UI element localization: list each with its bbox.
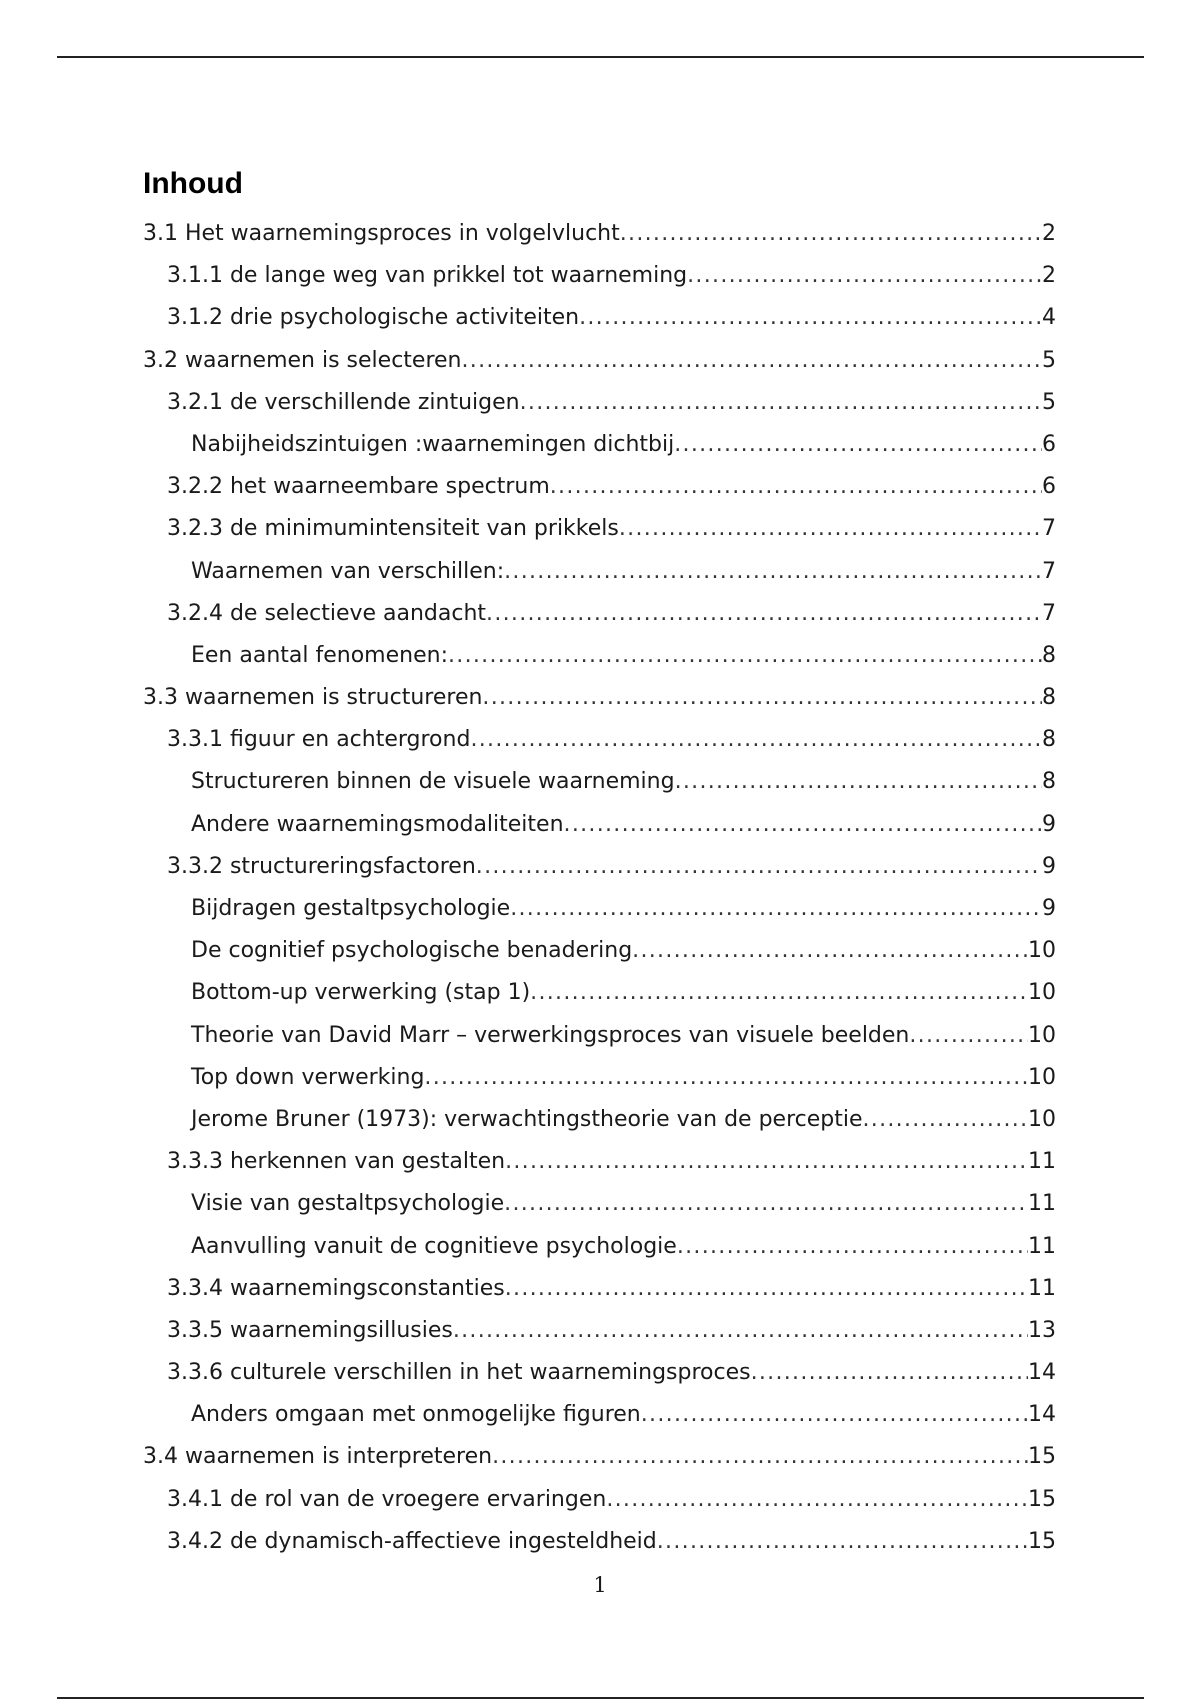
toc-entry[interactable] (143, 1310, 1056, 1352)
toc-entry-title: Bijdragen gestaltpsychologie (191, 896, 511, 921)
toc-entry-title: 3.3 waarnemen is structureren (143, 685, 483, 711)
toc-entry[interactable] (143, 1394, 1056, 1436)
toc-entry[interactable] (143, 297, 1056, 339)
toc-entry-page-number: 10 (1028, 1022, 1056, 1048)
toc-entry[interactable] (143, 340, 1056, 382)
toc-entry[interactable] (143, 888, 1056, 930)
toc-entry-title: 3.2 waarnemen is selecteren (143, 347, 462, 373)
toc-entry[interactable] (143, 1436, 1056, 1478)
toc-entry[interactable] (143, 255, 1056, 297)
toc-entry-page-number: 7 (1042, 516, 1056, 542)
toc-entry-page-number: 9 (1042, 853, 1056, 879)
toc-entry[interactable] (143, 635, 1056, 677)
toc-entry-page-number: 5 (1042, 389, 1056, 415)
toc-entry[interactable] (143, 466, 1056, 508)
header-rule (57, 56, 1144, 58)
toc-entry[interactable] (143, 846, 1056, 888)
toc-entry-page-number: 9 (1042, 896, 1056, 921)
toc-entry-page-number: 2 (1042, 263, 1056, 289)
toc-entry-page-number: 8 (1042, 727, 1056, 753)
toc-entry-page-number: 15 (1028, 1486, 1056, 1512)
toc-entry-title: 3.1.1 de lange weg van prikkel tot waarneming (167, 263, 688, 289)
toc-entry-page-number: 7 (1042, 558, 1056, 584)
toc-dot-leader (510, 888, 1042, 930)
toc-entry[interactable] (143, 1268, 1056, 1310)
toc-dot-leader (520, 382, 1042, 424)
toc-entry-page-number: 7 (1042, 600, 1056, 626)
toc-entry-title: 3.3.4 waarnemingsconstanties (167, 1275, 505, 1301)
toc-entry[interactable] (143, 1141, 1056, 1183)
toc-dot-leader (657, 1521, 1028, 1563)
toc-dot-leader (632, 930, 1028, 972)
toc-dot-leader (486, 593, 1042, 635)
toc-entry-title: 3.1.2 drie psychologische activiteiten (167, 305, 580, 331)
toc-dot-leader (641, 1394, 1028, 1436)
toc-entry-title: Theorie van David Marr – verwerkingsproces van visuele beelden (191, 1022, 910, 1048)
toc-entry[interactable] (143, 804, 1056, 846)
toc-dot-leader (448, 635, 1042, 677)
toc-entry-title: 3.3.1 figuur en achtergrond (167, 727, 471, 753)
toc-entry-title: 3.4 waarnemen is interpreteren (143, 1444, 493, 1470)
toc-entry-page-number: 13 (1028, 1317, 1056, 1343)
toc-entry-page-number: 15 (1028, 1528, 1056, 1554)
toc-entry-page-number: 11 (1028, 1233, 1056, 1259)
toc-entry-title: Aanvulling vanuit de cognitieve psychologie (191, 1233, 677, 1259)
toc-dot-leader (476, 846, 1042, 888)
toc-entry[interactable] (143, 1015, 1056, 1057)
toc-dot-leader (492, 1436, 1028, 1478)
toc-entry-title: Andere waarnemingsmodaliteiten (191, 811, 564, 837)
toc-entry[interactable] (143, 1352, 1056, 1394)
toc-entry-page-number: 10 (1028, 1064, 1056, 1090)
toc-entry-title: Visie van gestaltpsychologie (191, 1191, 505, 1217)
toc-entry-page-number: 11 (1028, 1275, 1056, 1301)
toc-dot-leader (505, 1268, 1028, 1310)
toc-dot-leader (675, 761, 1042, 803)
toc-dot-leader (504, 551, 1042, 593)
toc-dot-leader (620, 213, 1042, 255)
toc-entry-page-number: 8 (1042, 769, 1056, 795)
toc-entry[interactable] (143, 1226, 1056, 1268)
toc-entry-title: 3.2.2 het waarneembare spectrum (167, 474, 550, 500)
toc-dot-leader (530, 972, 1028, 1014)
toc-dot-leader (687, 255, 1042, 297)
toc-entry[interactable] (143, 1057, 1056, 1099)
toc-entry[interactable] (143, 382, 1056, 424)
toc-entry-title: 3.3.3 herkennen van gestalten (167, 1149, 506, 1175)
toc-entry[interactable] (143, 677, 1056, 719)
toc-entry[interactable] (143, 930, 1056, 972)
toc-entry-title: Top down verwerking (191, 1064, 425, 1090)
toc-entry-page-number: 15 (1028, 1444, 1056, 1470)
toc-dot-leader (504, 1183, 1028, 1225)
toc-entry-page-number: 5 (1042, 347, 1056, 373)
toc-entry[interactable] (143, 593, 1056, 635)
toc-entry-page-number: 2 (1042, 221, 1056, 246)
toc-entry-title: 3.3.2 structureringsfactoren (167, 853, 476, 879)
toc-entry-page-number: 9 (1042, 811, 1056, 837)
toc-dot-leader (453, 1310, 1028, 1352)
toc-entry[interactable] (143, 972, 1056, 1014)
toc-entry-page-number: 11 (1028, 1191, 1056, 1217)
toc-entry-page-number: 8 (1042, 642, 1056, 668)
toc-entry-title: 3.2.1 de verschillende zintuigen (167, 389, 520, 415)
toc-entry-title: 3.3.5 waarnemingsillusies (167, 1317, 453, 1343)
toc-entry[interactable] (143, 1521, 1056, 1563)
toc-entry-page-number: 6 (1042, 474, 1056, 500)
toc-entry-title: Anders omgaan met onmogelijke figuren (191, 1402, 641, 1428)
toc-dot-leader (424, 1057, 1028, 1099)
toc-dot-leader (564, 804, 1042, 846)
toc-dot-leader (751, 1352, 1028, 1394)
toc-entry-page-number: 6 (1042, 431, 1056, 457)
toc-entry-title: Structureren binnen de visuele waarneming (191, 769, 675, 795)
toc-entry-title: 3.4.1 de rol van de vroegere ervaringen (167, 1486, 607, 1512)
toc-dot-leader (461, 340, 1042, 382)
page-number: 1 (593, 1573, 607, 1597)
toc-entry[interactable] (143, 508, 1056, 550)
toc-dot-leader (505, 1141, 1028, 1183)
toc-entry-title: 3.4.2 de dynamisch-affectieve ingesteldheid (167, 1528, 657, 1554)
table-of-contents (143, 213, 1056, 1563)
toc-dot-leader (482, 677, 1042, 719)
toc-entry-title: De cognitief psychologische benadering (191, 938, 633, 964)
toc-entry-title: 3.1 Het waarnemingsproces in volgelvlucht (143, 221, 620, 246)
toc-entry-page-number: 10 (1028, 980, 1056, 1006)
toc-entry[interactable] (143, 424, 1056, 466)
toc-entry-title: Nabijheidszintuigen :waarnemingen dichtbij (191, 431, 675, 457)
toc-entry-page-number: 10 (1028, 1106, 1056, 1132)
toc-entry-page-number: 11 (1028, 1149, 1056, 1175)
toc-entry[interactable] (143, 719, 1056, 761)
toc-title: Inhoud (143, 167, 243, 200)
toc-dot-leader (863, 1099, 1029, 1141)
toc-dot-leader (674, 424, 1042, 466)
toc-dot-leader (677, 1226, 1028, 1268)
toc-entry-page-number: 10 (1028, 938, 1056, 964)
toc-dot-leader (606, 1479, 1028, 1521)
toc-entry[interactable] (143, 213, 1056, 255)
toc-dot-leader (909, 1015, 1028, 1057)
toc-entry-page-number: 14 (1028, 1402, 1056, 1428)
toc-entry[interactable] (143, 1099, 1056, 1141)
toc-entry[interactable] (143, 761, 1056, 803)
toc-entry-title: 3.2.4 de selectieve aandacht (167, 600, 487, 626)
toc-dot-leader (579, 297, 1042, 339)
toc-entry[interactable] (143, 1183, 1056, 1225)
toc-entry-title: Jerome Bruner (1973): verwachtingstheorie van de perceptie (191, 1106, 863, 1132)
footer-rule (57, 1697, 1144, 1699)
toc-dot-leader (470, 719, 1042, 761)
toc-entry[interactable] (143, 551, 1056, 593)
toc-entry-title: Bottom-up verwerking (stap 1) (191, 980, 531, 1006)
toc-entry-title: 3.2.3 de minimumintensiteit van prikkels (167, 516, 619, 542)
toc-entry[interactable] (143, 1479, 1056, 1521)
toc-entry-page-number: 14 (1028, 1360, 1056, 1386)
toc-entry-title: 3.3.6 culturele verschillen in het waarnemingsproces (167, 1360, 751, 1386)
toc-dot-leader (619, 508, 1042, 550)
toc-entry-page-number: 8 (1042, 685, 1056, 711)
toc-entry-title: Waarnemen van verschillen: (191, 558, 505, 584)
toc-entry-page-number: 4 (1042, 305, 1056, 331)
toc-dot-leader (550, 466, 1042, 508)
toc-entry-title: Een aantal fenomenen: (191, 642, 448, 668)
